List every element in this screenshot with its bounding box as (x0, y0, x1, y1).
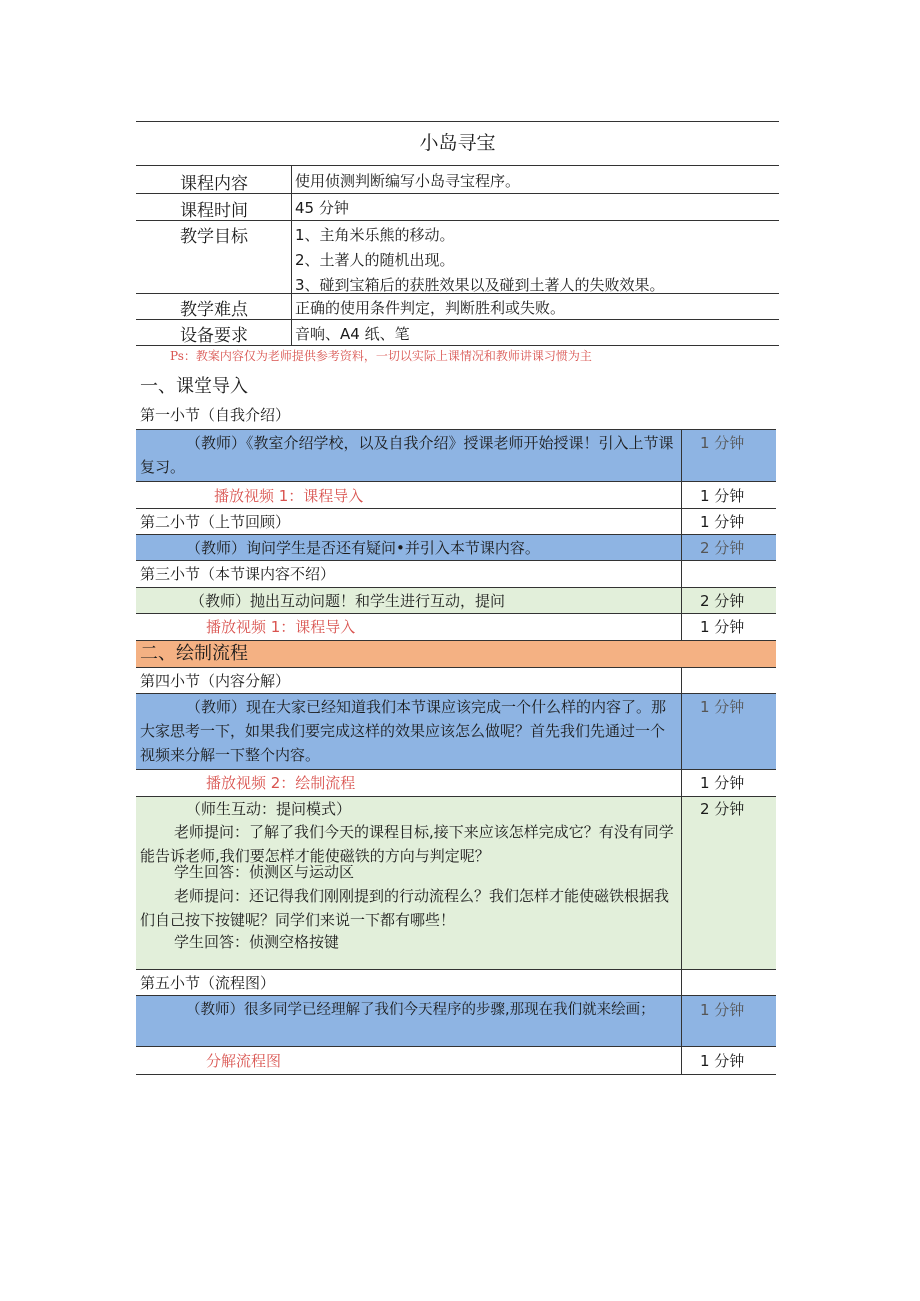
difficulty-label: 教学难点 (180, 300, 248, 320)
interaction-line: 老师提问：还记得我们刚刚提到的行动流程么？我们怎样才能使磁铁根据我们自己按下按键呢？同学们来说一下都有哪些！ (140, 887, 670, 929)
duration: 2 分钟 (700, 592, 745, 610)
goal-item: 3、碰到宝箱后的获胜效果以及碰到土著人的失败效果。 (295, 276, 665, 294)
video-row-text: 播放视频 1：课程导入 (214, 487, 364, 505)
interaction-line: 学生回答：侦测区与运动区 (174, 863, 355, 881)
subsection-title: 第二小节（上节回顾） (140, 513, 291, 531)
equipment-value: 音响、A4 纸、笔 (295, 325, 410, 343)
duration: 1 分钟 (700, 513, 745, 531)
section1-heading: 一、课堂导入 (140, 376, 248, 397)
duration: 1 分钟 (700, 1001, 745, 1019)
duration: 2 分钟 (700, 800, 745, 818)
subsection-title: 第五小节（流程图） (140, 974, 276, 992)
subsection-title: 第一小节（自我介绍） (140, 406, 291, 424)
difficulty-value: 正确的使用条件判定，判断胜利或失败。 (295, 299, 566, 317)
equipment-label: 设备要求 (180, 326, 248, 346)
duration: 1 分钟 (700, 434, 745, 452)
content-label: 课程内容 (180, 174, 248, 194)
lesson-row-text: （教师）抛出互动问题！和学生进行互动，提问 (190, 592, 506, 610)
subsection-title: 第四小节（内容分解） (140, 672, 291, 690)
flowchart-row-text: 分解流程图 (206, 1052, 282, 1070)
lesson-row-text: （教师）《教室介绍学校，以及自我介绍》授课老师开始授课！引入上节课复习。 (140, 434, 674, 476)
duration: 1 分钟 (700, 774, 745, 792)
title-top-rule (136, 121, 779, 122)
duration: 1 分钟 (700, 487, 745, 505)
video-row-text: 播放视频 2：绘制流程 (206, 774, 356, 792)
lesson-row-text: （教师）现在大家已经知道我们本节课应该完成一个什么样的内容了。那大家思考一下，如果我们要完成这样的效果应该怎么做呢？首先我们先通过一个视频来分解一下整个内容。 (140, 698, 667, 764)
duration: 1 分钟 (700, 1052, 745, 1070)
lesson-row-text: （教师）询问学生是否还有疑问•并引入本节课内容。 (186, 539, 540, 557)
duration: 1 分钟 (700, 618, 745, 636)
duration: 1 分钟 (700, 698, 745, 716)
page-title: 小岛寻宝 (419, 132, 496, 154)
interaction-line: （师生互动：提问模式） (186, 800, 352, 818)
goals-label: 教学目标 (180, 227, 248, 247)
goal-item: 2、土著人的随机出现。 (295, 251, 455, 269)
interaction-line: 老师提问：了解了我们今天的课程目标,接下来应该怎样完成它？有没有同学能告诉老师,我们要怎样才能使磁铁的方向与判定呢？ (140, 823, 674, 865)
lesson-row-text: （教师）很多同学已经理解了我们今天程序的步骤,那现在我们就来绘画； (186, 1002, 655, 1018)
section2-heading: 二、绘制流程 (140, 643, 248, 664)
video-row-text: 播放视频 1：课程导入 (206, 618, 356, 636)
goal-item: 1、主角米乐熊的移动。 (295, 226, 455, 244)
content-value: 使用侦测判断编写小岛寻宝程序。 (295, 172, 521, 190)
interaction-line: 学生回答：侦测空格按键 (174, 933, 340, 951)
time-label: 课程时间 (180, 201, 248, 221)
time-value: 45 分钟 (295, 199, 349, 217)
subsection-title: 第三小节（本节课内容不绍） (140, 565, 336, 583)
note-text: Ps：教案内容仅为老师提供参考资料，一切以实际上课情况和教师讲课习惯为主 (170, 349, 592, 363)
duration: 2 分钟 (700, 539, 745, 557)
